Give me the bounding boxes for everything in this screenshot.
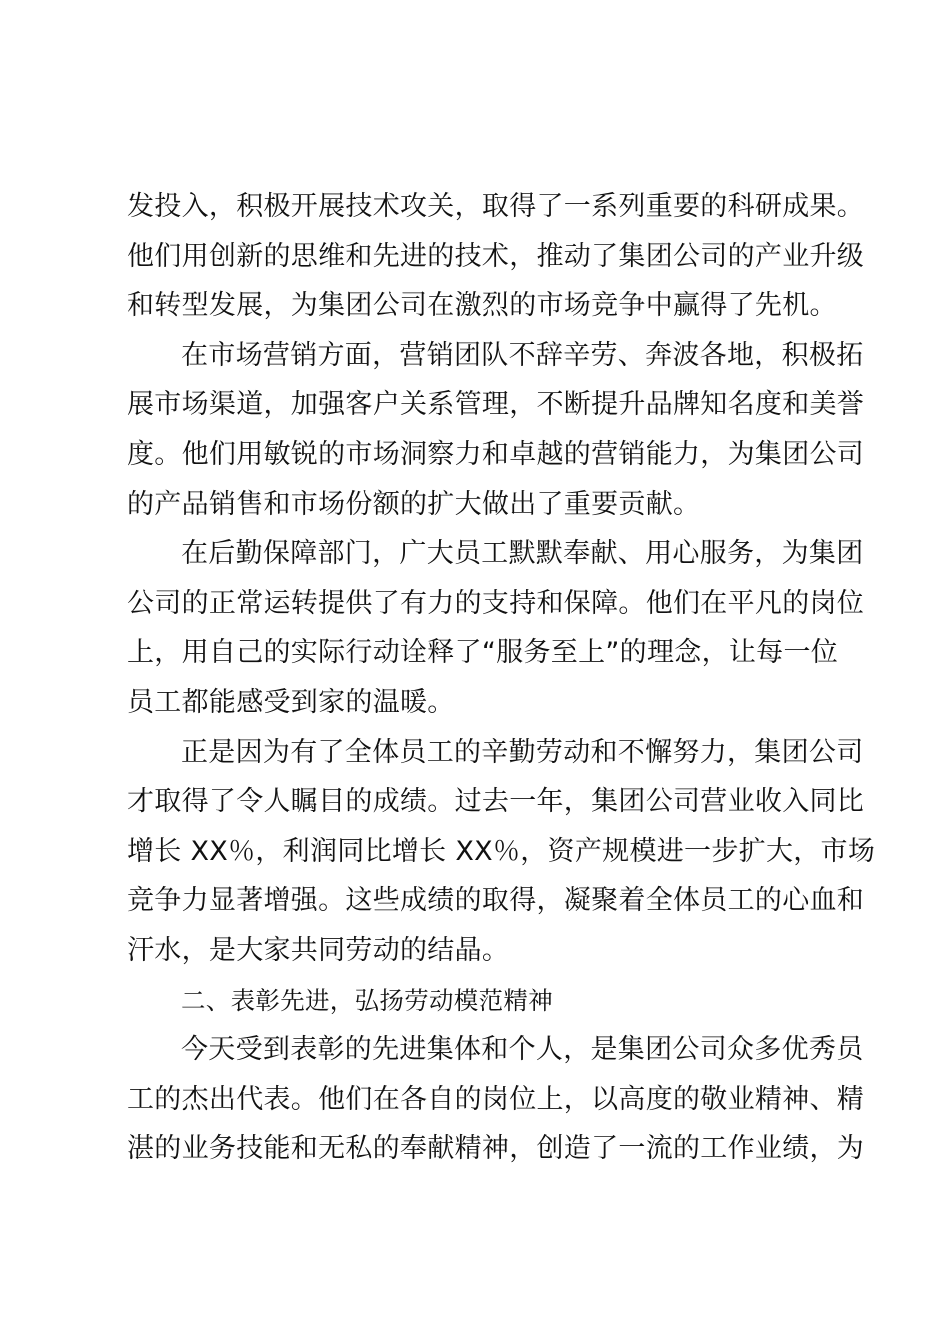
paragraph-first-line: 在后勤保障部门，广大员工默默奉献、用心服务，为集团 xyxy=(181,538,864,570)
section-heading: 二、表彰先进，弘扬劳动模范精神 xyxy=(181,985,553,1015)
body-line: 员工都能感受到家的温暖。 xyxy=(127,686,455,718)
document-body xyxy=(127,182,876,1174)
body-line: 才取得了令人瞩目的成绩。过去一年，集团公司营业收入同比 xyxy=(127,786,865,818)
body-line: 湛的业务技能和无私的奉献精神，创造了一流的工作业绩，为 xyxy=(127,1133,865,1165)
paragraph-first-line: 正是因为有了全体员工的辛勤劳动和不懈努力，集团公司 xyxy=(181,736,864,768)
body-line: 和转型发展，为集团公司在激烈的市场竞争中赢得了先机。 xyxy=(127,290,837,322)
body-line: 增长 XX％，利润同比增长 XX％，资产规模进一步扩大，市场 xyxy=(127,835,876,867)
body-line: 展市场渠道，加强客户关系管理，不断提升品牌知名度和美誉 xyxy=(127,389,865,421)
paragraph-first-line: 今天受到表彰的先进集体和个人，是集团公司众多优秀员 xyxy=(181,1034,864,1066)
paragraph-first-line: 在市场营销方面，营销团队不辞辛劳、奔波各地，积极拓 xyxy=(181,339,864,371)
body-line: 他们用创新的思维和先进的技术，推动了集团公司的产业升级 xyxy=(127,240,865,272)
body-line: 汗水，是大家共同劳动的结晶。 xyxy=(127,934,510,966)
body-line: 发投入，积极开展技术攻关，取得了一系列重要的科研成果。 xyxy=(127,191,865,222)
body-line: 的产品销售和市场份额的扩大做出了重要贡献。 xyxy=(127,488,701,520)
body-line: 竞争力显著增强。这些成绩的取得，凝聚着全体员工的心血和 xyxy=(127,885,865,917)
body-line: 上，用自己的实际行动诠释了“服务至上”的理念，让每一位 xyxy=(127,637,839,669)
body-line: 工的杰出代表。他们在各自的岗位上，以高度的敬业精神、精 xyxy=(127,1083,865,1115)
body-line: 度。他们用敏锐的市场洞察力和卓越的营销能力，为集团公司 xyxy=(127,438,865,470)
body-line: 公司的正常运转提供了有力的支持和保障。他们在平凡的岗位 xyxy=(127,587,865,619)
